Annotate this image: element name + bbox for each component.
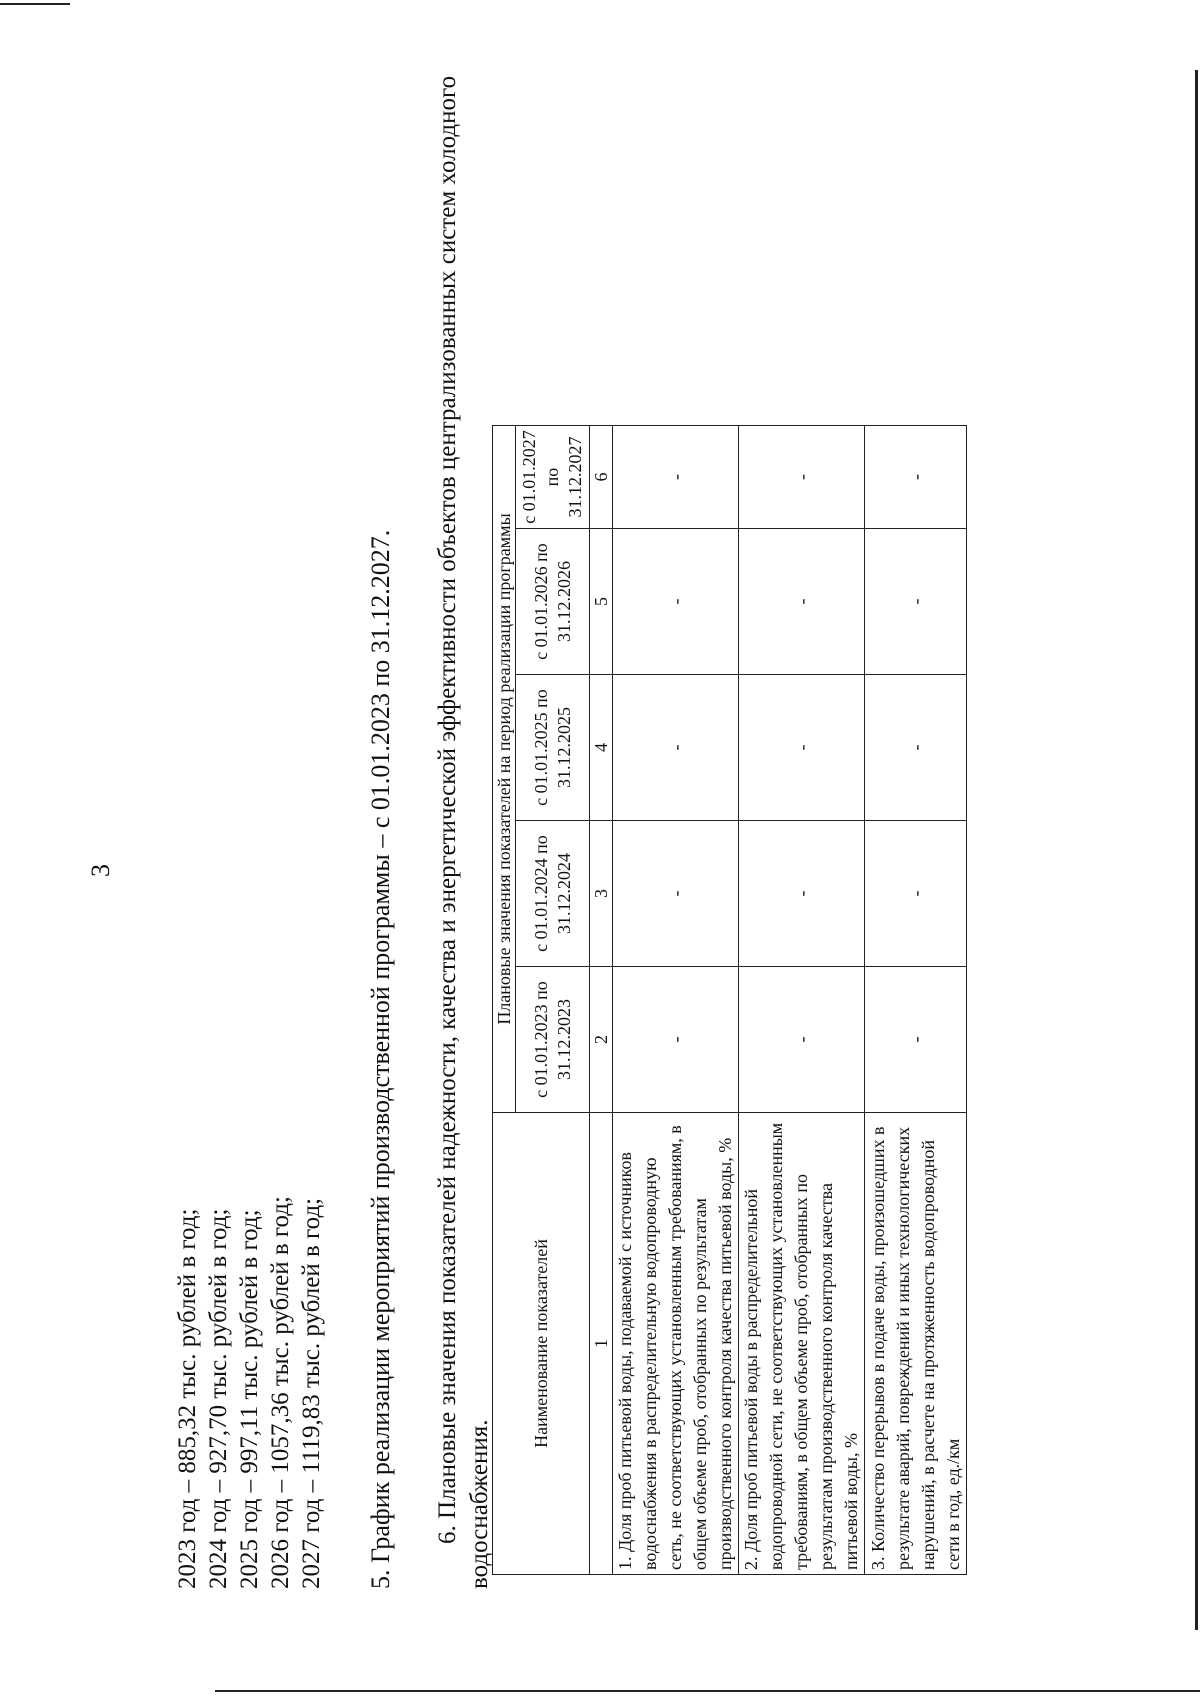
indicator-name: 1. Доля проб питьевой воды, подаваемой с источников водоснабжения в распределительную водопроводную сеть, не соответствующих установленным требованиям, в общем объеме проб, отобранных по результатам производственного контроля качества питьевой воды, % <box>613 1113 739 1575</box>
table-row <box>613 426 739 1575</box>
header-period-2026: с 01.01.2026 по 31.12.2026 <box>516 529 590 675</box>
indicator-value: - <box>865 675 967 821</box>
tariff-line-2024: 2024 год – 927,70 тыс. рублей в год; <box>205 1208 232 1589</box>
section-6-heading: 6. Плановые значения показателей надежности, качества и энергетической эффективности объектов централизованных систем холодного водоснабжения. <box>434 75 493 1589</box>
indicator-value: - <box>739 821 865 967</box>
header-planned-values: Плановые значения показателей на период реализации программы <box>493 426 516 1113</box>
indicators-table <box>492 425 967 1575</box>
indicator-value: - <box>613 529 739 675</box>
indicator-value: - <box>613 821 739 967</box>
header-period-2023: с 01.01.2023 по 31.12.2023 <box>516 967 590 1113</box>
indicator-value: - <box>865 967 967 1113</box>
page-number: 3 <box>86 864 115 877</box>
indicator-value: - <box>613 426 739 529</box>
column-number: 1 <box>590 1113 613 1575</box>
indicator-value: - <box>865 426 967 529</box>
indicator-value: - <box>613 967 739 1113</box>
column-number: 2 <box>590 967 613 1113</box>
column-number-row <box>590 426 613 1575</box>
tariff-list <box>172 1196 327 1589</box>
column-number: 6 <box>590 426 613 529</box>
indicator-name: 3. Количество перерывов в подаче воды, произошедших в результате аварий, повреждений и иных технологических нарушений, в расчете на протяженность водопроводной сети в год, ед./км <box>865 1113 967 1575</box>
header-period-2024: с 01.01.2024 по 31.12.2024 <box>516 821 590 967</box>
scan-border-right <box>1195 70 1198 1630</box>
column-number: 5 <box>590 529 613 675</box>
scan-border-top-left <box>0 3 70 5</box>
indicator-value: - <box>739 675 865 821</box>
tariff-line-2023: 2023 год – 885,32 тыс. рублей в год; <box>174 1208 201 1589</box>
header-indicator-name: Наименование показателей <box>493 1113 590 1575</box>
header-period-2027: с 01.01.2027 по 31.12.2027 <box>516 426 590 529</box>
indicator-value: - <box>613 675 739 821</box>
indicator-value: - <box>865 529 967 675</box>
tariff-line-2026: 2026 год – 1057,36 тыс. рублей в год; <box>267 1196 294 1589</box>
section-5-schedule: 5. График реализации мероприятий производственной программы – с 01.01.2023 по 31.12.2027. <box>366 529 395 1589</box>
indicators-table-wrap <box>492 425 967 1575</box>
table-row <box>865 426 967 1575</box>
scan-border-bottom <box>215 1690 1200 1692</box>
indicator-value: - <box>739 529 865 675</box>
column-number: 4 <box>590 675 613 821</box>
table-header-row <box>493 426 516 1575</box>
table-row <box>739 426 865 1575</box>
tariff-line-2025: 2025 год – 997,11 тыс. рублей в год; <box>236 1209 263 1589</box>
indicator-value: - <box>865 821 967 967</box>
indicator-name: 2. Доля проб питьевой воды в распределительной водопроводной сети, не соответствующих установленным требованиям, в общем объеме проб, отобранных по результатам производственного контроля качества питьевой воды, % <box>739 1113 865 1575</box>
column-number: 3 <box>590 821 613 967</box>
indicator-value: - <box>739 967 865 1113</box>
header-period-2025: с 01.01.2025 по 31.12.2025 <box>516 675 590 821</box>
indicator-value: - <box>739 426 865 529</box>
tariff-line-2027: 2027 год – 1119,83 тыс. рублей в год; <box>298 1197 325 1589</box>
